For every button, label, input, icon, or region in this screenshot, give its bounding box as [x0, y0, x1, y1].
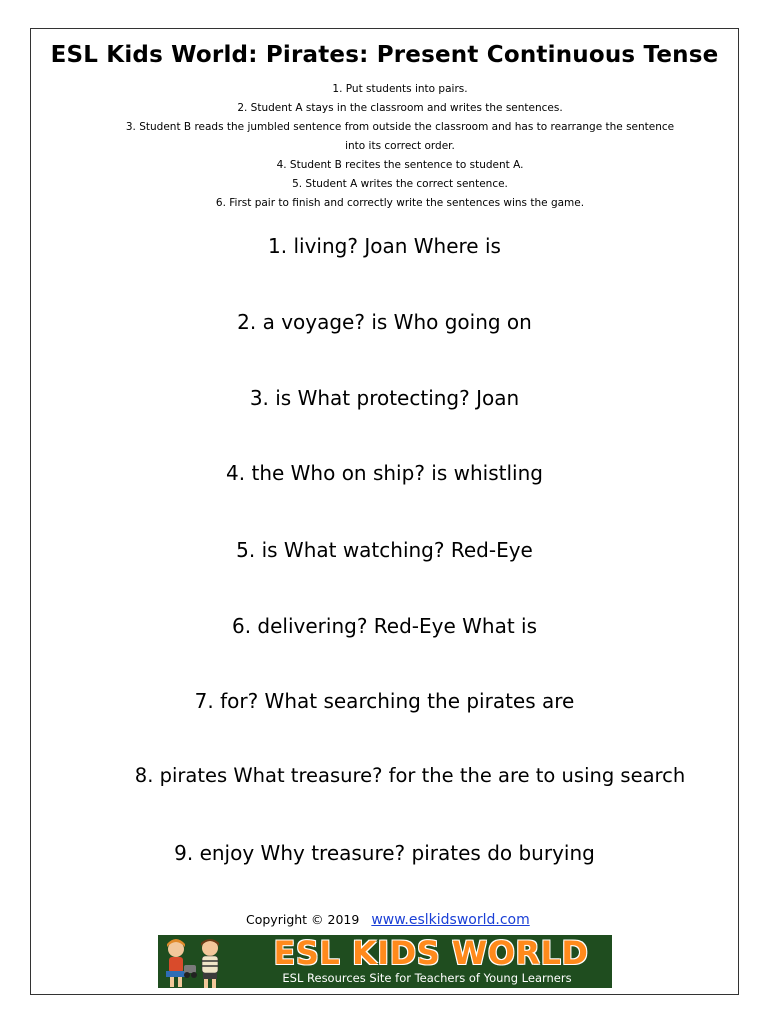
instruction-item: 1. Put students into pairs.	[332, 83, 468, 95]
worksheet-title: ESL Kids World: Pirates: Present Continuous Tense	[50, 42, 719, 68]
jumbled-sentence: 6. delivering? Red-Eye What is	[231, 614, 538, 638]
copyright-line	[246, 912, 530, 928]
jumbled-sentence: 7. for? What searching the pirates are	[194, 689, 575, 713]
instruction-item: 2. Student A stays in the classroom and writes the sentences.	[237, 102, 563, 114]
jumbled-sentence: 3. is What protecting? Joan	[249, 386, 520, 410]
copyright-text: Copyright © 2019	[246, 912, 360, 927]
instructions-list	[70, 80, 730, 213]
jumbled-sentence: 1. living? Joan Where is	[268, 234, 501, 258]
logo-brand-text: ESL KIDS WORLD	[273, 934, 589, 972]
jumbled-sentence: 9. enjoy Why treasure? pirates do burying	[174, 841, 595, 865]
website-link[interactable]: www.eslkidsworld.com	[371, 912, 530, 928]
instruction-item: 3. Student B reads the jumbled sentence from outside the classroom and has to rearrange the sentence	[125, 121, 675, 133]
esl-kids-world-logo	[158, 935, 612, 988]
instruction-item: into its correct order.	[345, 140, 455, 152]
jumbled-sentence: 8. pirates What treasure? for the the are to using search	[134, 764, 686, 787]
logo-tagline: ESL Resources Site for Teachers of Young Learners	[282, 971, 572, 985]
instruction-item: 5. Student A writes the correct sentence.	[292, 178, 508, 190]
instruction-item: 6. First pair to finish and correctly write the sentences wins the game.	[215, 197, 585, 209]
jumbled-sentence: 5. is What watching? Red-Eye	[236, 538, 533, 562]
jumbled-sentence: 2. a voyage? is Who going on	[237, 310, 532, 334]
instruction-item: 4. Student B recites the sentence to student A.	[276, 159, 524, 171]
kids-illustration-icon	[158, 935, 248, 988]
jumbled-sentence: 4. the Who on ship? is whistling	[226, 461, 543, 485]
